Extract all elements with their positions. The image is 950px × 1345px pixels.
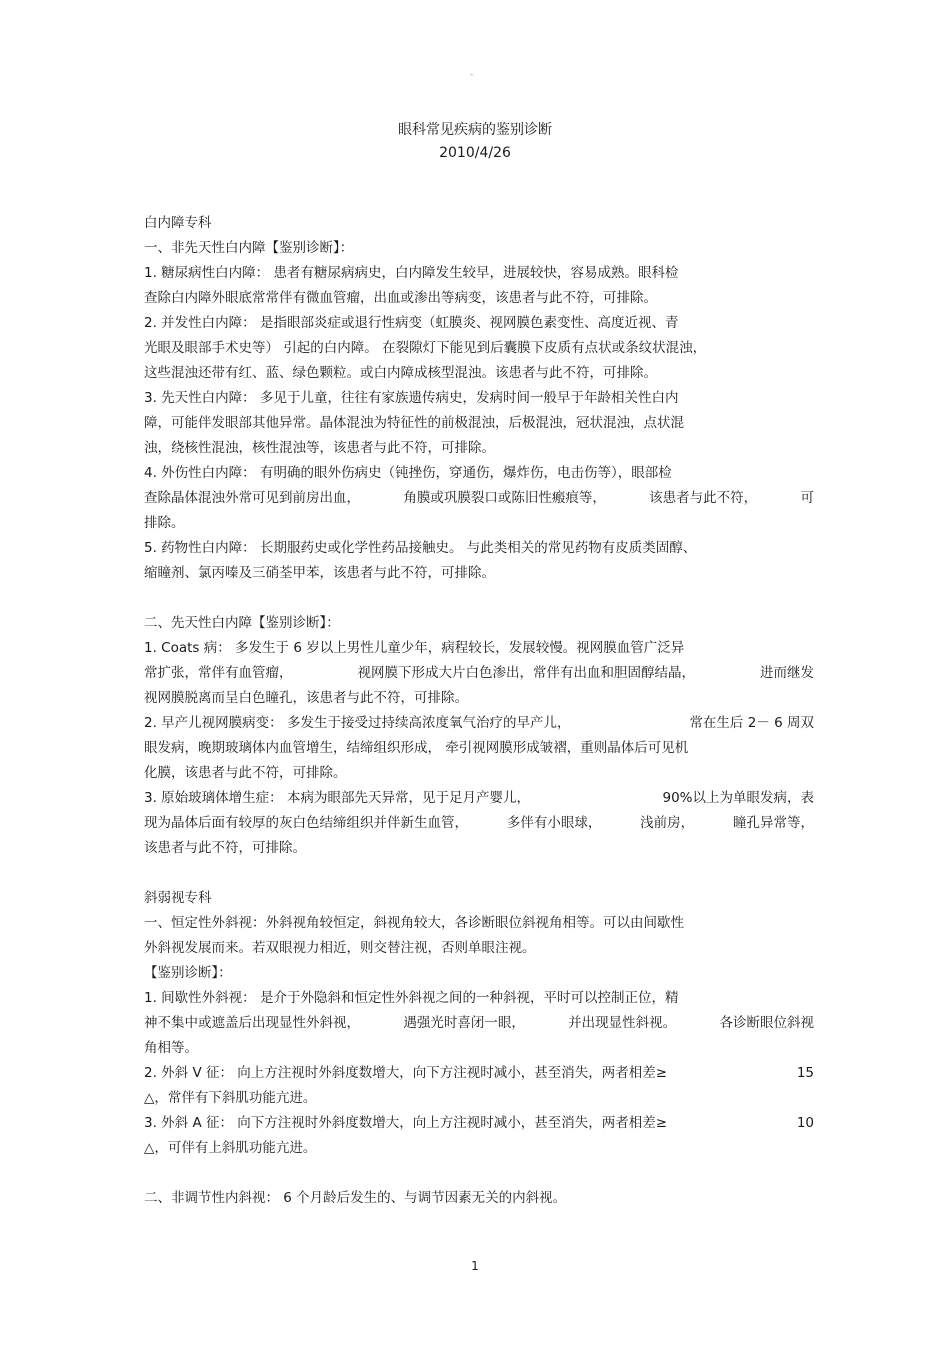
text-line: 二、先天性白内障【鉴别诊断】：: [144, 615, 340, 631]
text-line: 光眼及眼部手术史等） 引起的白内障。 在裂隙灯下能见到后囊膜下皮质有点状或条纹状混浊，: [144, 340, 707, 356]
text-segment: 15: [796, 1065, 814, 1081]
text-line: 3. 先天性白内障： 多见于儿童，往往有家族遗传病史，发病时间一般早于年龄相关性白内: [144, 390, 679, 406]
text-line: 该患者与此不符，可排除。: [144, 840, 306, 856]
text-line: 角相等。: [144, 1040, 198, 1056]
text-line: 障，可能伴发眼部其他异常。晶体混浊为特征性的前极混浊，后极混浊，冠状混浊，点状混: [144, 415, 684, 431]
text-line: 眼发病，晚期玻璃体内血管增生，结缔组织形成， 牵引视网膜形成皱褶，重则晶体后可见机: [144, 740, 689, 756]
text-segment: 神不集中或遮盖后出现显性外斜视，: [144, 1015, 360, 1031]
text-line: 二、非调节性内斜视： 6 个月龄后发生的、与调节因素无关的内斜视。: [144, 1190, 567, 1206]
text-segment: 进而继发: [760, 665, 814, 681]
text-line: 斜弱视专科: [144, 890, 212, 906]
text-line: 1. Coats 病： 多发生于 6 岁以上男性儿童少年，病程较长，发展较慢。视网膜血管广泛异: [144, 640, 685, 656]
text-line: 一、恒定性外斜视：外斜视角较恒定，斜视角较大，各诊断眼位斜视角相等。可以由间歇性: [144, 915, 684, 931]
text-line: 5. 药物性白内障： 长期服药史或化学性药品接触史。 与此类相关的常见药物有皮质类固醇、: [144, 540, 697, 556]
text-line: 2. 并发性白内障： 是指眼部炎症或退行性病变（虹膜炎、视网膜色素变性、高度近视、青: [144, 315, 679, 331]
text-line: 一、非先天性白内障【鉴别诊断】：: [144, 240, 354, 256]
text-line: △，常伴有下斜肌功能亢进。: [144, 1090, 317, 1106]
text-line: 白内障专科: [144, 215, 212, 231]
text-segment: 浅前房，: [640, 815, 695, 831]
text-line: 外斜视发展而来。若双眼视力相近，则交替注视，否则单眼注视。: [144, 940, 536, 956]
text-segment: 瞳孔异常等，: [732, 815, 814, 831]
text-line: 浊，绕核性混浊，核性混浊等，该患者与此不符，可排除。: [144, 440, 495, 456]
text-segment: 常在生后 2－ 6 周双: [689, 715, 814, 731]
text-line: 【鉴别诊断】：: [144, 965, 232, 981]
text-segment: 查除晶体混浊外常可见到前房出血，: [144, 490, 360, 506]
text-segment: 视网膜下形成大片白色渗出，常伴有出血和胆固醇结晶，: [357, 665, 695, 681]
text-line: [144, 1161, 814, 1186]
text-segment: 3. 外斜 A 征： 向下方注视时外斜度数增大，向上方注视时减小，甚至消失，两者相差≥: [144, 1115, 668, 1131]
text-segment: 3. 原始玻璃体增生症： 本病为眼部先天异常，见于足月产婴儿，: [144, 790, 530, 806]
text-line: [144, 786, 814, 811]
header-mark: -: [470, 70, 474, 80]
document-date: 2010/4/26: [439, 145, 511, 161]
text-segment: 各诊断眼位斜视: [719, 1015, 814, 1031]
text-line: △，可伴有上斜肌功能亢进。: [144, 1140, 317, 1156]
text-segment: 多伴有小眼球，: [506, 815, 602, 831]
text-segment: 角膜或巩膜裂口或陈旧性瘢痕等，: [403, 490, 606, 506]
text-segment: 2. 早产儿视网膜病变： 多发生于接受过持续高浓度氧气治疗的早产儿，: [144, 715, 571, 731]
document-body: [144, 211, 814, 1211]
text-line: 4. 外伤性白内障： 有明确的眼外伤病史（钝挫伤，穿通伤，爆炸伤，电击伤等），眼部检: [144, 465, 672, 481]
text-segment: 10: [796, 1115, 814, 1131]
text-line: 缩瞳剂、氯丙嗪及三硝荃甲苯，该患者与此不符，可排除。: [144, 565, 495, 581]
text-line: [144, 861, 814, 886]
text-line: 这些混浊还带有红、蓝、绿色颗粒。或白内障成核型混浊。该患者与此不符，可排除。: [144, 365, 657, 381]
text-line: 查除白内障外眼底常常伴有微血管瘤，出血或渗出等病变，该患者与此不符，可排除。: [144, 290, 657, 306]
text-segment: 常扩张，常伴有血管瘤，: [144, 665, 293, 681]
text-line: [144, 1111, 814, 1136]
text-segment: 现为晶体后面有较厚的灰白色结缔组织并伴新生血管，: [144, 815, 468, 831]
text-line: 1. 间歇性外斜视： 是介于外隐斜和恒定性外斜视之间的一种斜视，平时可以控制正位，精: [144, 990, 679, 1006]
text-line: [144, 661, 814, 686]
text-segment: 该患者与此不符，: [649, 490, 758, 506]
text-segment: 并出现显性斜视。: [568, 1015, 677, 1031]
text-line: 排除。: [144, 515, 185, 531]
page-number: 1: [471, 1259, 479, 1273]
text-line: [144, 1011, 814, 1036]
text-line: [144, 811, 814, 836]
text-segment: 2. 外斜 V 征： 向上方注视时外斜度数增大，向下方注视时减小，甚至消失，两者相差≥: [144, 1065, 668, 1081]
document-title: 眼科常见疾病的鉴别诊断: [398, 122, 552, 138]
text-line: 化膜，该患者与此不符，可排除。: [144, 765, 347, 781]
text-segment: 遇强光时喜闭一眼，: [403, 1015, 525, 1031]
text-line: 1. 糖尿病性白内障： 患者有糖尿病病史，白内障发生较早，进展较快，容易成熟。眼科检: [144, 265, 679, 281]
text-segment: 90%以上为单眼发病，表: [662, 790, 814, 806]
text-line: [144, 486, 814, 511]
text-line: 视网膜脱离而呈白色瞳孔，该患者与此不符，可排除。: [144, 690, 468, 706]
text-segment: 可: [800, 490, 814, 506]
text-line: [144, 1061, 814, 1086]
text-line: [144, 586, 814, 611]
text-line: [144, 711, 814, 736]
